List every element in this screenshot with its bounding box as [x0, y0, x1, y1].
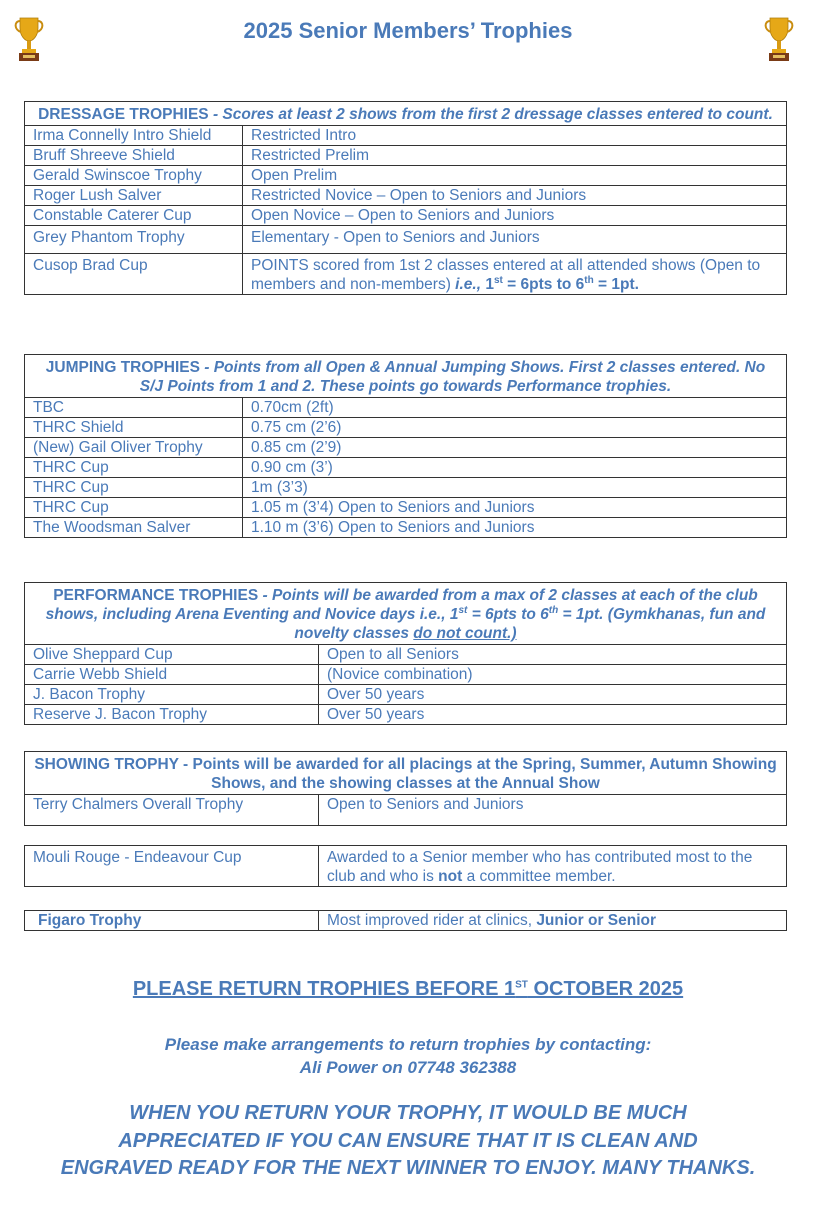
- jumping-table: [24, 354, 787, 538]
- table-row: [25, 705, 787, 725]
- dressage-heading-title: DRESSAGE TROPHIES: [38, 106, 209, 123]
- jumping-heading-title: JUMPING TROPHIES: [45, 359, 200, 376]
- trophy-name: Constable Caterer Cup: [25, 206, 243, 226]
- table-row: [25, 795, 787, 826]
- table-row: [25, 645, 787, 665]
- trophy-name: THRC Cup: [25, 498, 243, 518]
- jumping-heading-note: - Points from all Open & Annual Jumping Shows. First 2 classes entered. No S/J Points from 1 and 2. These points go towards Performance trophies.: [139, 359, 766, 395]
- table-row: [25, 458, 787, 478]
- class-name: 0.75 cm (2’6): [243, 418, 787, 438]
- table-row: [25, 166, 787, 186]
- class-name: Elementary - Open to Seniors and Juniors: [243, 226, 787, 254]
- mouli-table: [24, 845, 787, 887]
- class-name: 0.70cm (2ft): [243, 398, 787, 418]
- figaro-table: [24, 910, 787, 931]
- class-name: Open to Seniors and Juniors: [319, 795, 787, 826]
- trophy-name: Olive Sheppard Cup: [25, 645, 319, 665]
- table-row: [25, 518, 787, 538]
- class-name: Open Prelim: [243, 166, 787, 186]
- trophy-name: THRC Cup: [25, 478, 243, 498]
- jumping-heading: [25, 355, 787, 398]
- table-row: [25, 254, 787, 295]
- showing-table: [24, 751, 787, 826]
- class-name: Over 50 years: [319, 705, 787, 725]
- class-name: (Novice combination): [319, 665, 787, 685]
- table-row: [25, 846, 787, 887]
- class-name: 1m (3’3): [243, 478, 787, 498]
- dressage-heading: [25, 102, 787, 126]
- class-name: Restricted Prelim: [243, 146, 787, 166]
- table-row: [25, 186, 787, 206]
- contact-info: Please make arrangements to return trophies by contacting: Ali Power on 07748 362388: [164, 1035, 652, 1077]
- table-row: [25, 911, 787, 931]
- table-row: [25, 226, 787, 254]
- table-row: [25, 498, 787, 518]
- table-row: [25, 126, 787, 146]
- class-name: 0.85 cm (2’9): [243, 438, 787, 458]
- performance-heading: PERFORMANCE TROPHIES - Points will be awarded from a max of 2 classes at each of the club shows, including Arena Eventing and Novice days i.e., 1st = 6pts to 6th = 1pt. (Gymkhanas, fun and novelty classes do not count.): [25, 583, 787, 645]
- class-name: Restricted Novice – Open to Seniors and Juniors: [243, 186, 787, 206]
- return-notice: PLEASE RETURN TROPHIES BEFORE 1ST OCTOBER 2025: [132, 978, 684, 1000]
- trophy-name: Reserve J. Bacon Trophy: [25, 705, 319, 725]
- performance-table: [24, 582, 787, 725]
- trophy-name: THRC Cup: [25, 458, 243, 478]
- class-name: 0.90 cm (3’): [243, 458, 787, 478]
- class-name: POINTS scored from 1st 2 classes entered at all attended shows (Open to members and non-members) i.e., 1st = 6pts to 6th = 1pt.: [243, 254, 787, 295]
- closing-note: WHEN YOU RETURN YOUR TROPHY, IT WOULD BE MUCH APPRECIATED IF YOU CAN ENSURE THAT IT IS CLEAN AND ENGRAVED READY FOR THE NEXT WINNER TO ENJOY. MANY THANKS.: [60, 1102, 756, 1179]
- class-name: Open to all Seniors: [319, 645, 787, 665]
- table-row: [25, 398, 787, 418]
- dressage-heading-note: - Scores at least 2 shows from the first 2 dressage classes entered to count.: [208, 106, 773, 123]
- trophy-name: THRC Shield: [25, 418, 243, 438]
- class-name: Restricted Intro: [243, 126, 787, 146]
- trophy-name: Terry Chalmers Overall Trophy: [25, 795, 319, 826]
- class-name: Most improved rider at clinics, Junior or Senior: [319, 911, 787, 931]
- dressage-table: [24, 101, 787, 295]
- trophy-name: Figaro Trophy: [25, 911, 319, 931]
- trophy-name: (New) Gail Oliver Trophy: [25, 438, 243, 458]
- trophy-name: Grey Phantom Trophy: [25, 226, 243, 254]
- trophy-name: TBC: [25, 398, 243, 418]
- class-name: Awarded to a Senior member who has contributed most to the club and who is not a committee member.: [319, 846, 787, 887]
- trophy-name: Cusop Brad Cup: [25, 254, 243, 295]
- table-row: [25, 206, 787, 226]
- table-row: [25, 665, 787, 685]
- table-row: [25, 478, 787, 498]
- table-row: [25, 438, 787, 458]
- class-name: 1.05 m (3’4) Open to Seniors and Juniors: [243, 498, 787, 518]
- class-name: Open Novice – Open to Seniors and Juniors: [243, 206, 787, 226]
- table-row: [25, 146, 787, 166]
- trophy-name: Mouli Rouge - Endeavour Cup: [25, 846, 319, 887]
- table-row: [25, 418, 787, 438]
- trophy-name: Bruff Shreeve Shield: [25, 146, 243, 166]
- page-title: 2025 Senior Members’ Trophies: [243, 18, 573, 43]
- showing-heading: SHOWING TROPHY - Points will be awarded for all placings at the Spring, Summer, Autumn Showing Shows, and the showing classes at the Annual Show: [25, 752, 787, 795]
- trophy-name: Carrie Webb Shield: [25, 665, 319, 685]
- table-row: [25, 685, 787, 705]
- trophy-name: J. Bacon Trophy: [25, 685, 319, 705]
- class-name: 1.10 m (3’6) Open to Seniors and Juniors: [243, 518, 787, 538]
- trophy-name: Gerald Swinscoe Trophy: [25, 166, 243, 186]
- trophy-name: The Woodsman Salver: [25, 518, 243, 538]
- trophy-name: Irma Connelly Intro Shield: [25, 126, 243, 146]
- performance-heading-title: PERFORMANCE TROPHIES: [53, 587, 259, 604]
- class-name: Over 50 years: [319, 685, 787, 705]
- trophy-name: Roger Lush Salver: [25, 186, 243, 206]
